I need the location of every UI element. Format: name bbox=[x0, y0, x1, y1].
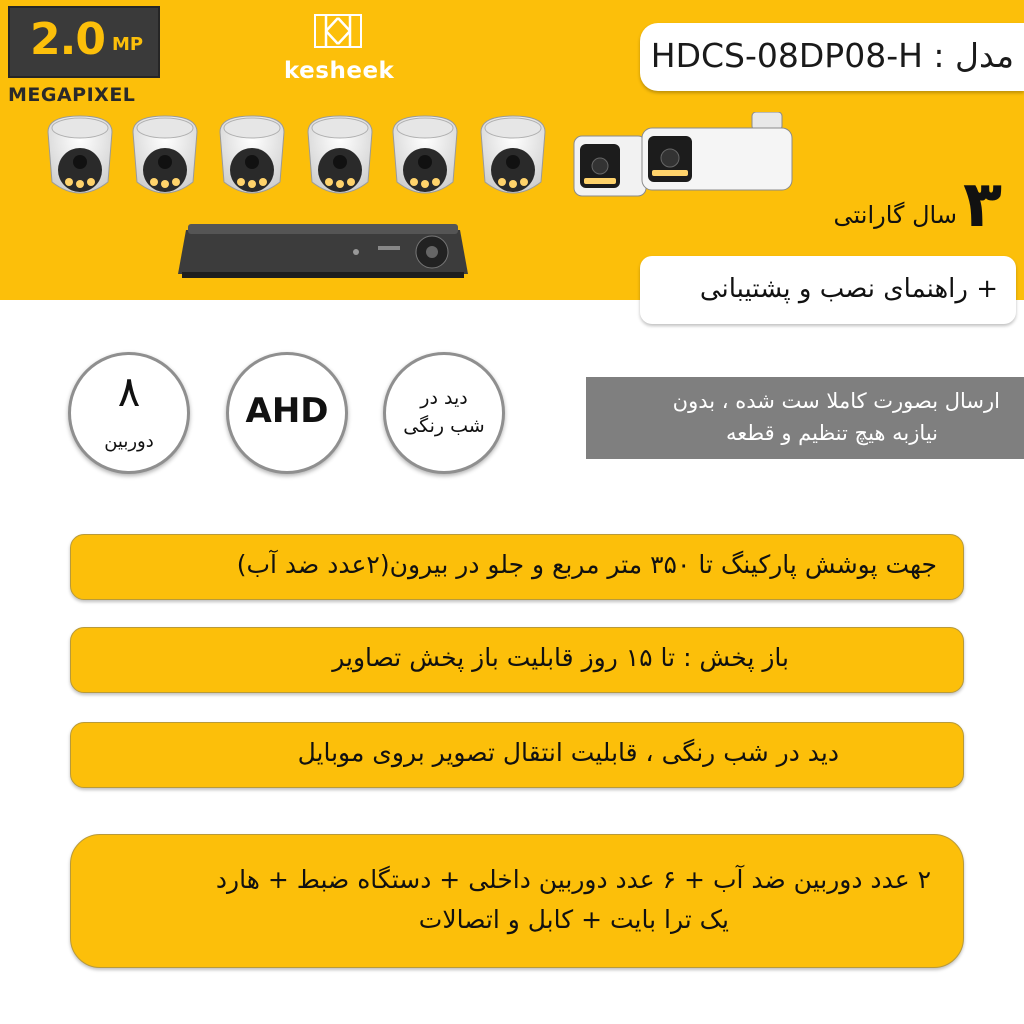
feature-night-mobile-text: دید در شب رنگی ، قابلیت انتقال تصویر بروی موبایل bbox=[297, 738, 839, 767]
camera-set-image bbox=[30, 112, 800, 212]
megapixel-label: MEGAPIXEL bbox=[8, 84, 136, 106]
feature-coverage-text: جهت پوشش پارکینگ تا ۳۵۰ متر مربع و جلو در بیرون(۲عدد ضد آب) bbox=[236, 550, 937, 579]
dome-camera bbox=[133, 116, 197, 193]
dome-camera bbox=[308, 116, 372, 193]
warranty-years: ۳ bbox=[962, 168, 1002, 242]
bullet-camera bbox=[574, 136, 646, 196]
megapixel-badge-box bbox=[8, 6, 160, 78]
brand-logo bbox=[282, 12, 402, 92]
night-vision-circle bbox=[383, 352, 505, 474]
support-box bbox=[640, 256, 1016, 324]
megapixel-badge bbox=[8, 6, 160, 106]
feature-coverage bbox=[70, 534, 964, 600]
dome-camera bbox=[393, 116, 457, 193]
dome-camera bbox=[220, 116, 284, 193]
model-label: مدل : HDCS-08DP08-H bbox=[650, 36, 1014, 75]
shipping-line1: ارسال بصورت کاملا ست شده ، بدون bbox=[672, 389, 1000, 413]
warranty-label: سال گارانتی bbox=[833, 201, 957, 229]
warranty-info bbox=[834, 170, 1002, 240]
feature-night-mobile bbox=[70, 722, 964, 788]
feature-playback bbox=[70, 627, 964, 693]
bullet-camera bbox=[642, 112, 792, 190]
dome-camera bbox=[48, 116, 112, 193]
kesheek-logo-icon bbox=[312, 12, 364, 50]
ahd-circle bbox=[226, 352, 348, 474]
feature-package bbox=[70, 834, 964, 968]
feature-package-line1: ۲ عدد دوربین ضد آب + ۶ عدد دوربین داخلی + دستگاه ضبط + هارد bbox=[215, 865, 931, 894]
camera-count-circle bbox=[68, 352, 190, 474]
model-label-box bbox=[640, 23, 1024, 91]
brand-name: kesheek bbox=[284, 58, 395, 84]
feature-package-line2: یک ترا بایت + کابل و اتصالات bbox=[418, 905, 729, 934]
dome-camera bbox=[481, 116, 545, 193]
feature-playback-text: باز پخش : تا ۱۵ روز قابلیت باز پخش تصاویر bbox=[332, 643, 789, 672]
shipping-line2: نیازبه هیچ تنظیم و قطعه bbox=[725, 421, 938, 445]
ahd-label: AHD bbox=[245, 391, 329, 431]
megapixel-unit: MP bbox=[112, 34, 144, 55]
dvr-recorder-image bbox=[178, 220, 468, 282]
night-vision-line1: دید در bbox=[420, 387, 468, 409]
camera-count-label: دوربین bbox=[104, 431, 154, 452]
megapixel-value: 2.0 bbox=[30, 14, 105, 65]
night-vision-line2: شب رنگی bbox=[403, 415, 485, 437]
camera-count: ۸ bbox=[117, 367, 141, 416]
support-label: + راهنمای نصب و پشتیبانی bbox=[699, 274, 998, 304]
shipping-note bbox=[586, 377, 1024, 459]
